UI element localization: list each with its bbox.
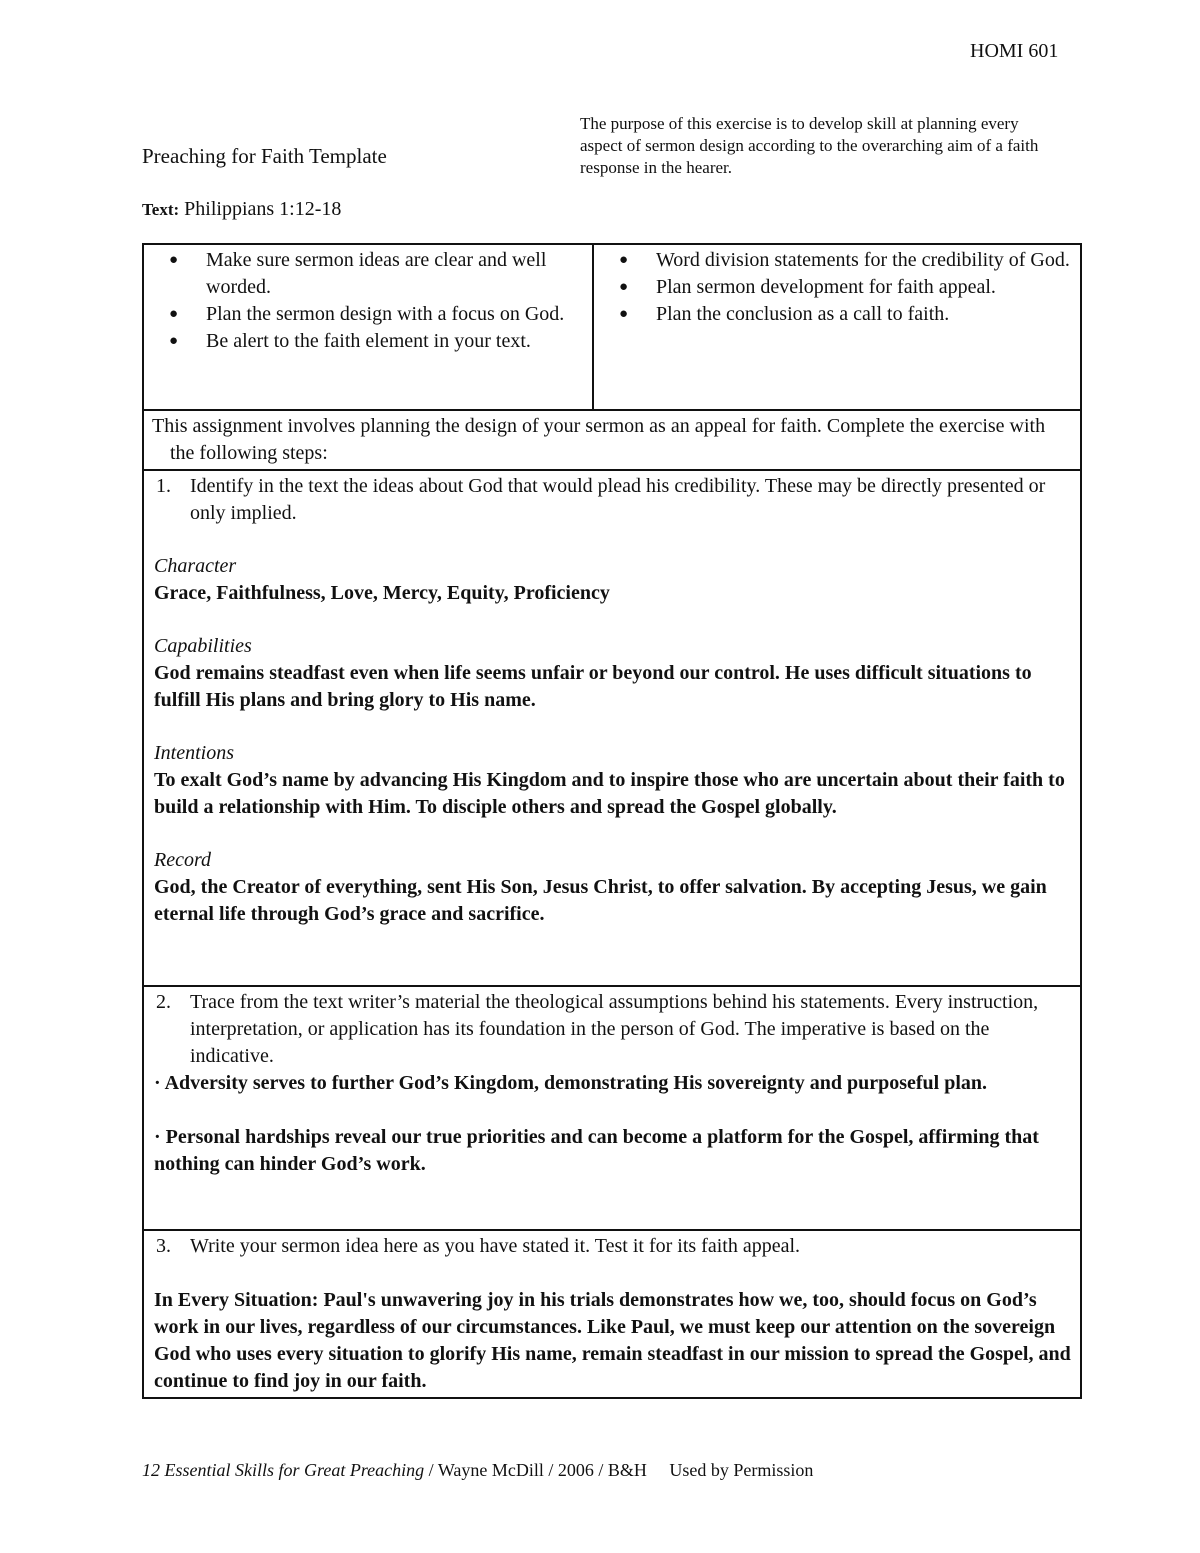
course-code: HOMI 601 [970, 40, 1059, 62]
step-number: 1. [156, 475, 171, 497]
assumption-point-1: · Adversity serves to further God’s Kingdom, demonstrating His sovereignty and purposeful plan. [154, 1072, 988, 1094]
goals-right-list [604, 247, 1072, 328]
intentions-label: Intentions [154, 742, 234, 764]
goals-left-list [154, 247, 584, 355]
character-answer: Grace, Faithfulness, Love, Mercy, Equity, Proficiency [154, 582, 610, 604]
book-title: 12 Essential Skills for Great Preaching [142, 1460, 425, 1480]
spacer [154, 1260, 1072, 1287]
record-answer: God, the Creator of everything, sent His Son, Jesus Christ, to offer salvation. By accepting Jesus, we gain eternal life through God’s grace and sacrifice. [154, 876, 1047, 925]
footer-credit [142, 1460, 813, 1481]
step-2-cell [143, 986, 1081, 1230]
scripture-text [142, 198, 341, 221]
credit-text: / Wayne McDill / 2006 / B&H Used by Permission [424, 1460, 814, 1480]
step-1-cell [143, 470, 1081, 986]
step-number: 2. [156, 991, 171, 1013]
list-item: ● Plan the sermon design with a focus on God. [206, 301, 584, 328]
text-label: Text: [142, 200, 180, 219]
step-1-prompt [154, 473, 1072, 527]
goals-left-cell [143, 244, 593, 410]
step-3-cell [143, 1230, 1081, 1398]
intentions-answer: To exalt God’s name by advancing His Kingdom and to inspire those who are uncertain about their faith to build a relationship with Him. To disciple others and spread the Gospel globally. [154, 769, 1065, 818]
list-item: ● Plan sermon development for faith appeal. [656, 274, 1072, 301]
record-label: Record [154, 849, 212, 871]
step-number: 3. [156, 1235, 171, 1257]
step-2-prompt [154, 989, 1072, 1070]
step-1-prompt-text: Identify in the text the ideas about God that would plead his credibility. These may be directly presented or only implied. [190, 475, 1046, 524]
list-item: ● Make sure sermon ideas are clear and well worded. [206, 247, 584, 301]
page-title: Preaching for Faith Template [142, 144, 387, 168]
list-item: ● Plan the conclusion as a call to faith. [656, 301, 1072, 328]
capabilities-answer: God remains steadfast even when life seems unfair or beyond our control. He uses difficult situations to fulfill His plans and bring glory to His name. [154, 662, 1032, 711]
step-2-prompt-text: Trace from the text writer’s material the theological assumptions behind his statements. Every instruction, interpretation, or application has its foundation in the person of God. The imperative is based on the indicative. [190, 991, 1039, 1067]
template-table [142, 243, 1082, 1399]
list-item: ● Word division statements for the credibility of God. [656, 247, 1072, 274]
assignment-intro: This assignment involves planning the design of your sermon as an appeal for faith. Complete the exercise with the following steps: [143, 410, 1081, 470]
spacer [154, 1097, 1072, 1124]
purpose-statement: The purpose of this exercise is to develop skill at planning every aspect of sermon design according to the overarching aim of a faith response in the hearer. [580, 114, 1039, 177]
step-3-prompt-text: Write your sermon idea here as you have stated it. Test it for its faith appeal. [190, 1235, 801, 1257]
text-value: Philippians 1:12-18 [184, 198, 342, 220]
capabilities-label: Capabilities [154, 635, 252, 657]
sermon-idea-answer: In Every Situation: Paul's unwavering joy in his trials demonstrates how we, too, should focus on God’s work in our lives, regardless of our circumstances. Like Paul, we must keep our attention on the sovereign God who uses every situation to glorify His name, remain steadfast in our mission to spread the Gospel, and continue to find joy in our faith. [154, 1289, 1071, 1392]
step-3-prompt [154, 1233, 1072, 1260]
list-item: ● Be alert to the faith element in your text. [206, 328, 584, 355]
goals-right-cell [593, 244, 1081, 410]
character-label: Character [154, 555, 237, 577]
assumption-point-2: · Personal hardships reveal our true priorities and can become a platform for the Gospel, affirming that nothing can hinder God’s work. [154, 1126, 1039, 1175]
